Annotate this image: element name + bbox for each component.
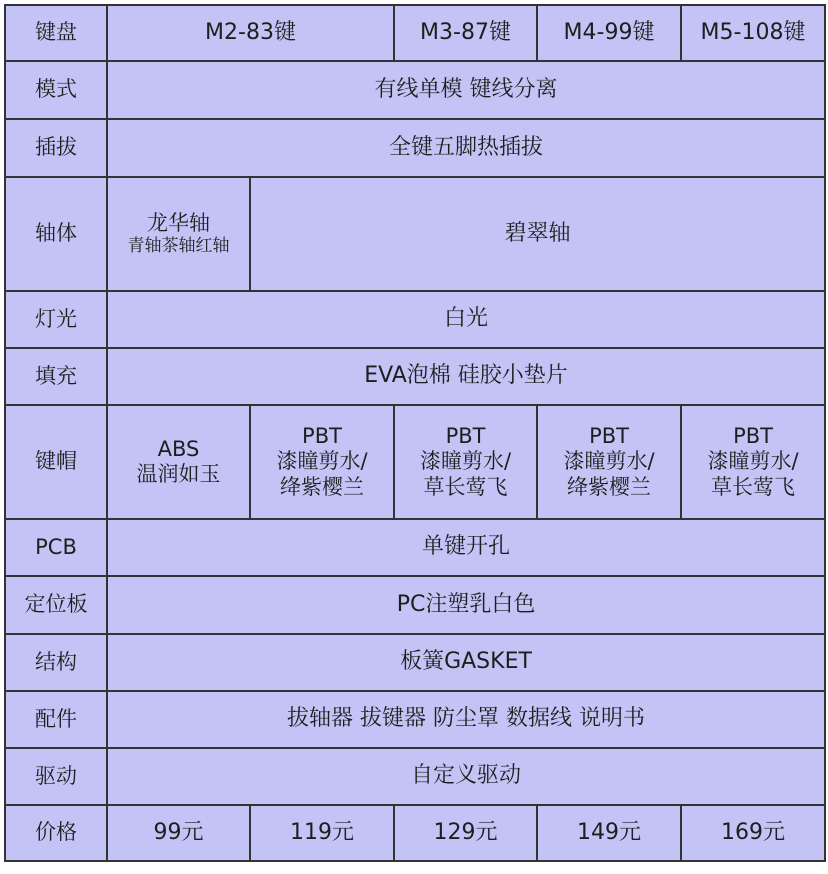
row-header: 轴体 [5, 177, 107, 291]
keycap-material: ABS [157, 436, 200, 461]
lighting-value: 白光 [107, 291, 825, 348]
switch-others: 碧翠轴 [250, 177, 825, 291]
model-m2: M2-83键 [107, 5, 394, 61]
row-header: 定位板 [5, 576, 107, 634]
row-header: 键盘 [5, 5, 107, 61]
table-row-plate [5, 576, 825, 634]
switch-m2-variants: 青轴茶轴红轴 [127, 236, 230, 257]
switch-m2 [107, 177, 250, 291]
spec-table [4, 4, 826, 862]
keycap-m2 [107, 405, 250, 519]
price-m2-a: 99元 [107, 805, 250, 861]
keycap-theme: 漆瞳剪水/ [563, 449, 655, 474]
keycap-m5 [681, 405, 825, 519]
price-m2-b: 119元 [250, 805, 394, 861]
row-header: 灯光 [5, 291, 107, 348]
table-row-price [5, 805, 825, 861]
row-header: 驱动 [5, 748, 107, 805]
table-row-switches [5, 177, 825, 291]
keycap-material: PBT [445, 424, 486, 449]
table-row-keyboard [5, 5, 825, 61]
row-header: 配件 [5, 691, 107, 748]
row-header: 结构 [5, 634, 107, 691]
accessories-value: 拔轴器 拔键器 防尘罩 数据线 说明书 [107, 691, 825, 748]
row-header: 模式 [5, 61, 107, 119]
model-m4: M4-99键 [537, 5, 681, 61]
price-m3: 129元 [394, 805, 537, 861]
keycap-material: PBT [733, 424, 773, 449]
table-row-driver [5, 748, 825, 805]
keycap-m3 [394, 405, 537, 519]
row-header: PCB [5, 519, 107, 576]
keycap-m3-a [250, 405, 394, 519]
model-m3: M3-87键 [394, 5, 537, 61]
row-header: 键帽 [5, 405, 107, 519]
row-header: 填充 [5, 348, 107, 405]
table-row-pcb [5, 519, 825, 576]
keycap-theme: 绛紫樱兰 [567, 474, 652, 499]
keycap-theme: 漆瞳剪水/ [419, 449, 512, 474]
keycap-theme: 草长莺飞 [423, 474, 508, 499]
table-row-lighting [5, 291, 825, 348]
keycap-theme: 漆瞳剪水/ [276, 449, 368, 474]
keycap-theme: 温润如玉 [136, 462, 221, 486]
model-m5: M5-108键 [681, 5, 825, 61]
table-row-hotswap [5, 119, 825, 177]
keycap-material: PBT [589, 424, 629, 449]
switch-m2-name: 龙华轴 [147, 211, 210, 236]
keycap-theme: 草长莺飞 [711, 474, 796, 499]
mode-value: 有线单模 键线分离 [107, 61, 825, 119]
structure-value: 板簧GASKET [107, 634, 825, 691]
keycap-theme: 绛紫樱兰 [280, 474, 364, 499]
keycap-material: PBT [302, 424, 342, 449]
price-m4: 149元 [537, 805, 681, 861]
price-m5: 169元 [681, 805, 825, 861]
hotswap-value: 全键五脚热插拔 [107, 119, 825, 177]
table-row-keycaps [5, 405, 825, 519]
filling-value: EVA泡棉 硅胶小垫片 [107, 348, 825, 405]
table-row-accessories [5, 691, 825, 748]
table-row-filling [5, 348, 825, 405]
plate-value: PC注塑乳白色 [107, 576, 825, 634]
keycap-theme: 漆瞳剪水/ [707, 449, 799, 474]
table-row-structure [5, 634, 825, 691]
row-header: 插拔 [5, 119, 107, 177]
keycap-m4 [537, 405, 681, 519]
table-row-mode [5, 61, 825, 119]
pcb-value: 单键开孔 [107, 519, 825, 576]
driver-value: 自定义驱动 [107, 748, 825, 805]
row-header: 价格 [5, 805, 107, 861]
